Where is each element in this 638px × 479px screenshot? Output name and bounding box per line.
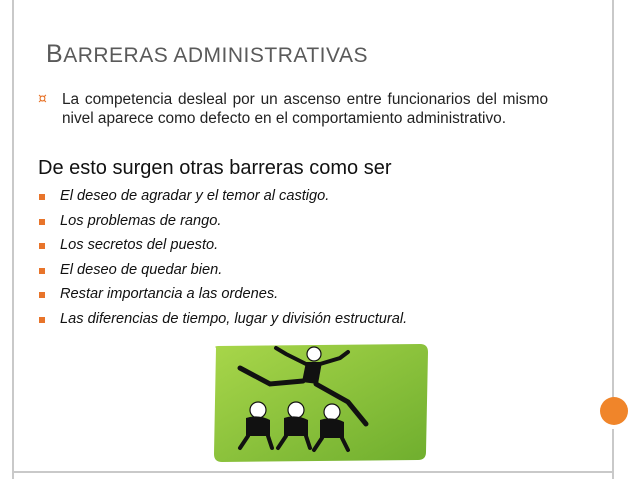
list-item-text: Los problemas de rango.	[60, 212, 222, 229]
frame-line-right	[612, 0, 614, 405]
subheading: De esto surgen otras barreras como ser	[38, 157, 392, 179]
square-bullet-icon	[39, 243, 45, 249]
square-bullet-icon	[39, 268, 45, 274]
slide-title	[46, 40, 368, 69]
intro-paragraph	[38, 90, 548, 128]
square-bullet-icon	[39, 194, 45, 200]
list-item-text: Las diferencias de tiempo, lugar y división estructural.	[60, 310, 408, 327]
leapfrog-businessmen-illustration	[210, 344, 430, 462]
list-item	[38, 237, 407, 262]
list-item	[38, 188, 407, 213]
list-item-text: Restar importancia a las ordenes.	[60, 286, 279, 302]
bullet-icon: ¤	[38, 91, 47, 107]
list-item-text: Los secretos del puesto.	[60, 237, 219, 253]
barriers-list	[38, 188, 407, 335]
list-item-text: El deseo de quedar bien.	[60, 261, 223, 278]
square-bullet-icon	[39, 219, 45, 225]
frame-line-bottom	[12, 471, 614, 473]
square-bullet-icon	[39, 292, 45, 298]
list-item	[38, 213, 407, 238]
list-item-text: El deseo de agradar y el temor al castigo.	[60, 188, 330, 204]
frame-line-left	[12, 0, 14, 479]
intro-text: La competencia desleal por un ascenso entre funcionarios del mismo nivel aparece como defecto en el comportamiento administrativo.	[62, 91, 548, 127]
list-item	[38, 262, 407, 287]
list-item	[38, 311, 407, 336]
slide-title-rest: ARRERAS ADMINISTRATIVAS	[63, 44, 368, 67]
square-bullet-icon	[39, 317, 45, 323]
slide-title-initial: B	[46, 40, 64, 68]
list-item	[38, 286, 407, 311]
decorative-orange-circle	[600, 397, 628, 425]
